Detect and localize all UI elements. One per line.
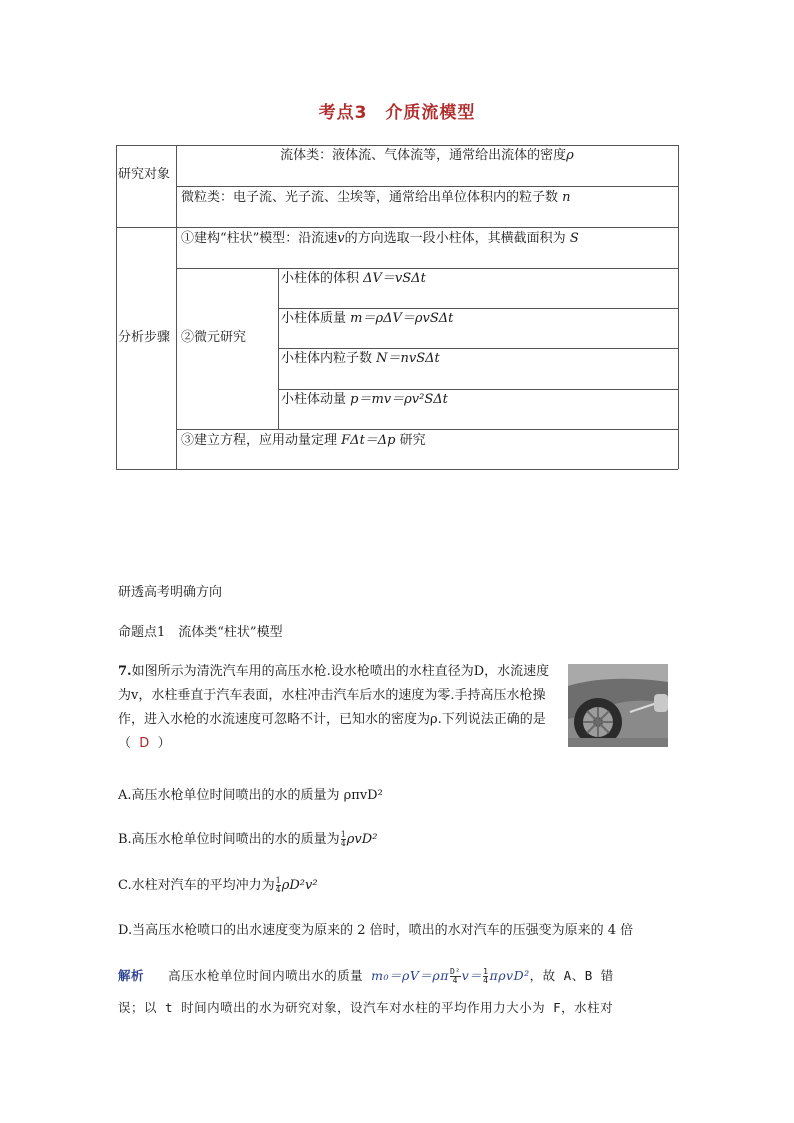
answer-mark: D — [139, 736, 150, 751]
sub-mass-cell: 小柱体质量 m＝ρΔV＝ρvSΔt — [281, 311, 454, 326]
sub-particle-count-cell: 小柱体内粒子数 N＝nvSΔt — [281, 351, 440, 366]
subheading: 命题点1 流体类“柱状”模型 — [118, 625, 283, 640]
analysis-line-2: 误；以 t 时间内喷出的水为研究对象，设汽车对水柱的平均作用力大小为 F，水柱对 — [118, 1000, 614, 1015]
page-title: 考点3 介质流模型 — [318, 103, 476, 123]
fluid-type-cell: 流体类：液体流、气体流等，通常给出流体的密度ρ — [280, 148, 574, 163]
row-label-analysis-steps: 分析步骤 — [118, 330, 171, 345]
car-wash-photo — [568, 664, 668, 747]
fraction: $\frac{1}{4}$ — [275, 876, 281, 894]
step1-cell: ①建构“柱状”模型：沿流速v的方向选取一段小柱体，其横截面积为 S — [181, 231, 579, 246]
section-heading: 研透高考明确方向 — [118, 585, 223, 600]
option-b: B.高压水枪单位时间喷出的水的质量为 $\frac{1}{4}$ ρvD² — [118, 830, 378, 848]
question-text: 7.如图所示为清洗汽车用的高压水枪.设水枪喷出的水柱直径为D，水流速度为v，水柱垂直于汽车表面，水柱冲击汽车后水的速度为零.手持高压水枪操作，进入水枪的水流速度可忽略不计，已知水的密度为ρ.下列说法正确的是（ D ） — [118, 664, 550, 751]
option-d: D.当高压水枪喷口的出水速度变为原来的 2 倍时，喷出的水对汽车的压强变为原来的 4 倍 — [118, 923, 634, 938]
particle-type-cell: 微粒类：电子流、光子流、尘埃等，通常给出单位体积内的粒子数 n — [181, 190, 571, 205]
sub-volume-cell: 小柱体的体积 ΔV＝vSΔt — [281, 271, 426, 286]
fraction: $\frac{\text{D²}}{4}$ — [449, 967, 461, 985]
analysis-line-1: 解析 高压水枪单位时间内喷出水的质量 m₀＝ρV＝ρπ $\frac{\text{D²}}{4}$ v＝ $\frac{1}{4}$ πρvD²，故 A、B 错 — [118, 967, 614, 985]
option-a: A.高压水枪单位时间喷出的水的质量为 ρπvD² — [118, 788, 383, 803]
sub-momentum-cell: 小柱体动量 p＝mv＝ρv²SΔt — [281, 392, 448, 407]
step3-cell: ③建立方程，应用动量定理 FΔt＝Δp 研究 — [181, 433, 426, 448]
fraction: $\frac{1}{4}$ — [483, 967, 489, 985]
step2-label: ②微元研究 — [181, 330, 247, 345]
row-label-research-object: 研究对象 — [118, 167, 171, 182]
fraction: $\frac{1}{4}$ — [340, 830, 346, 848]
option-c: C.水柱对汽车的平均冲力为 $\frac{1}{4}$ ρD²v² — [118, 876, 318, 894]
